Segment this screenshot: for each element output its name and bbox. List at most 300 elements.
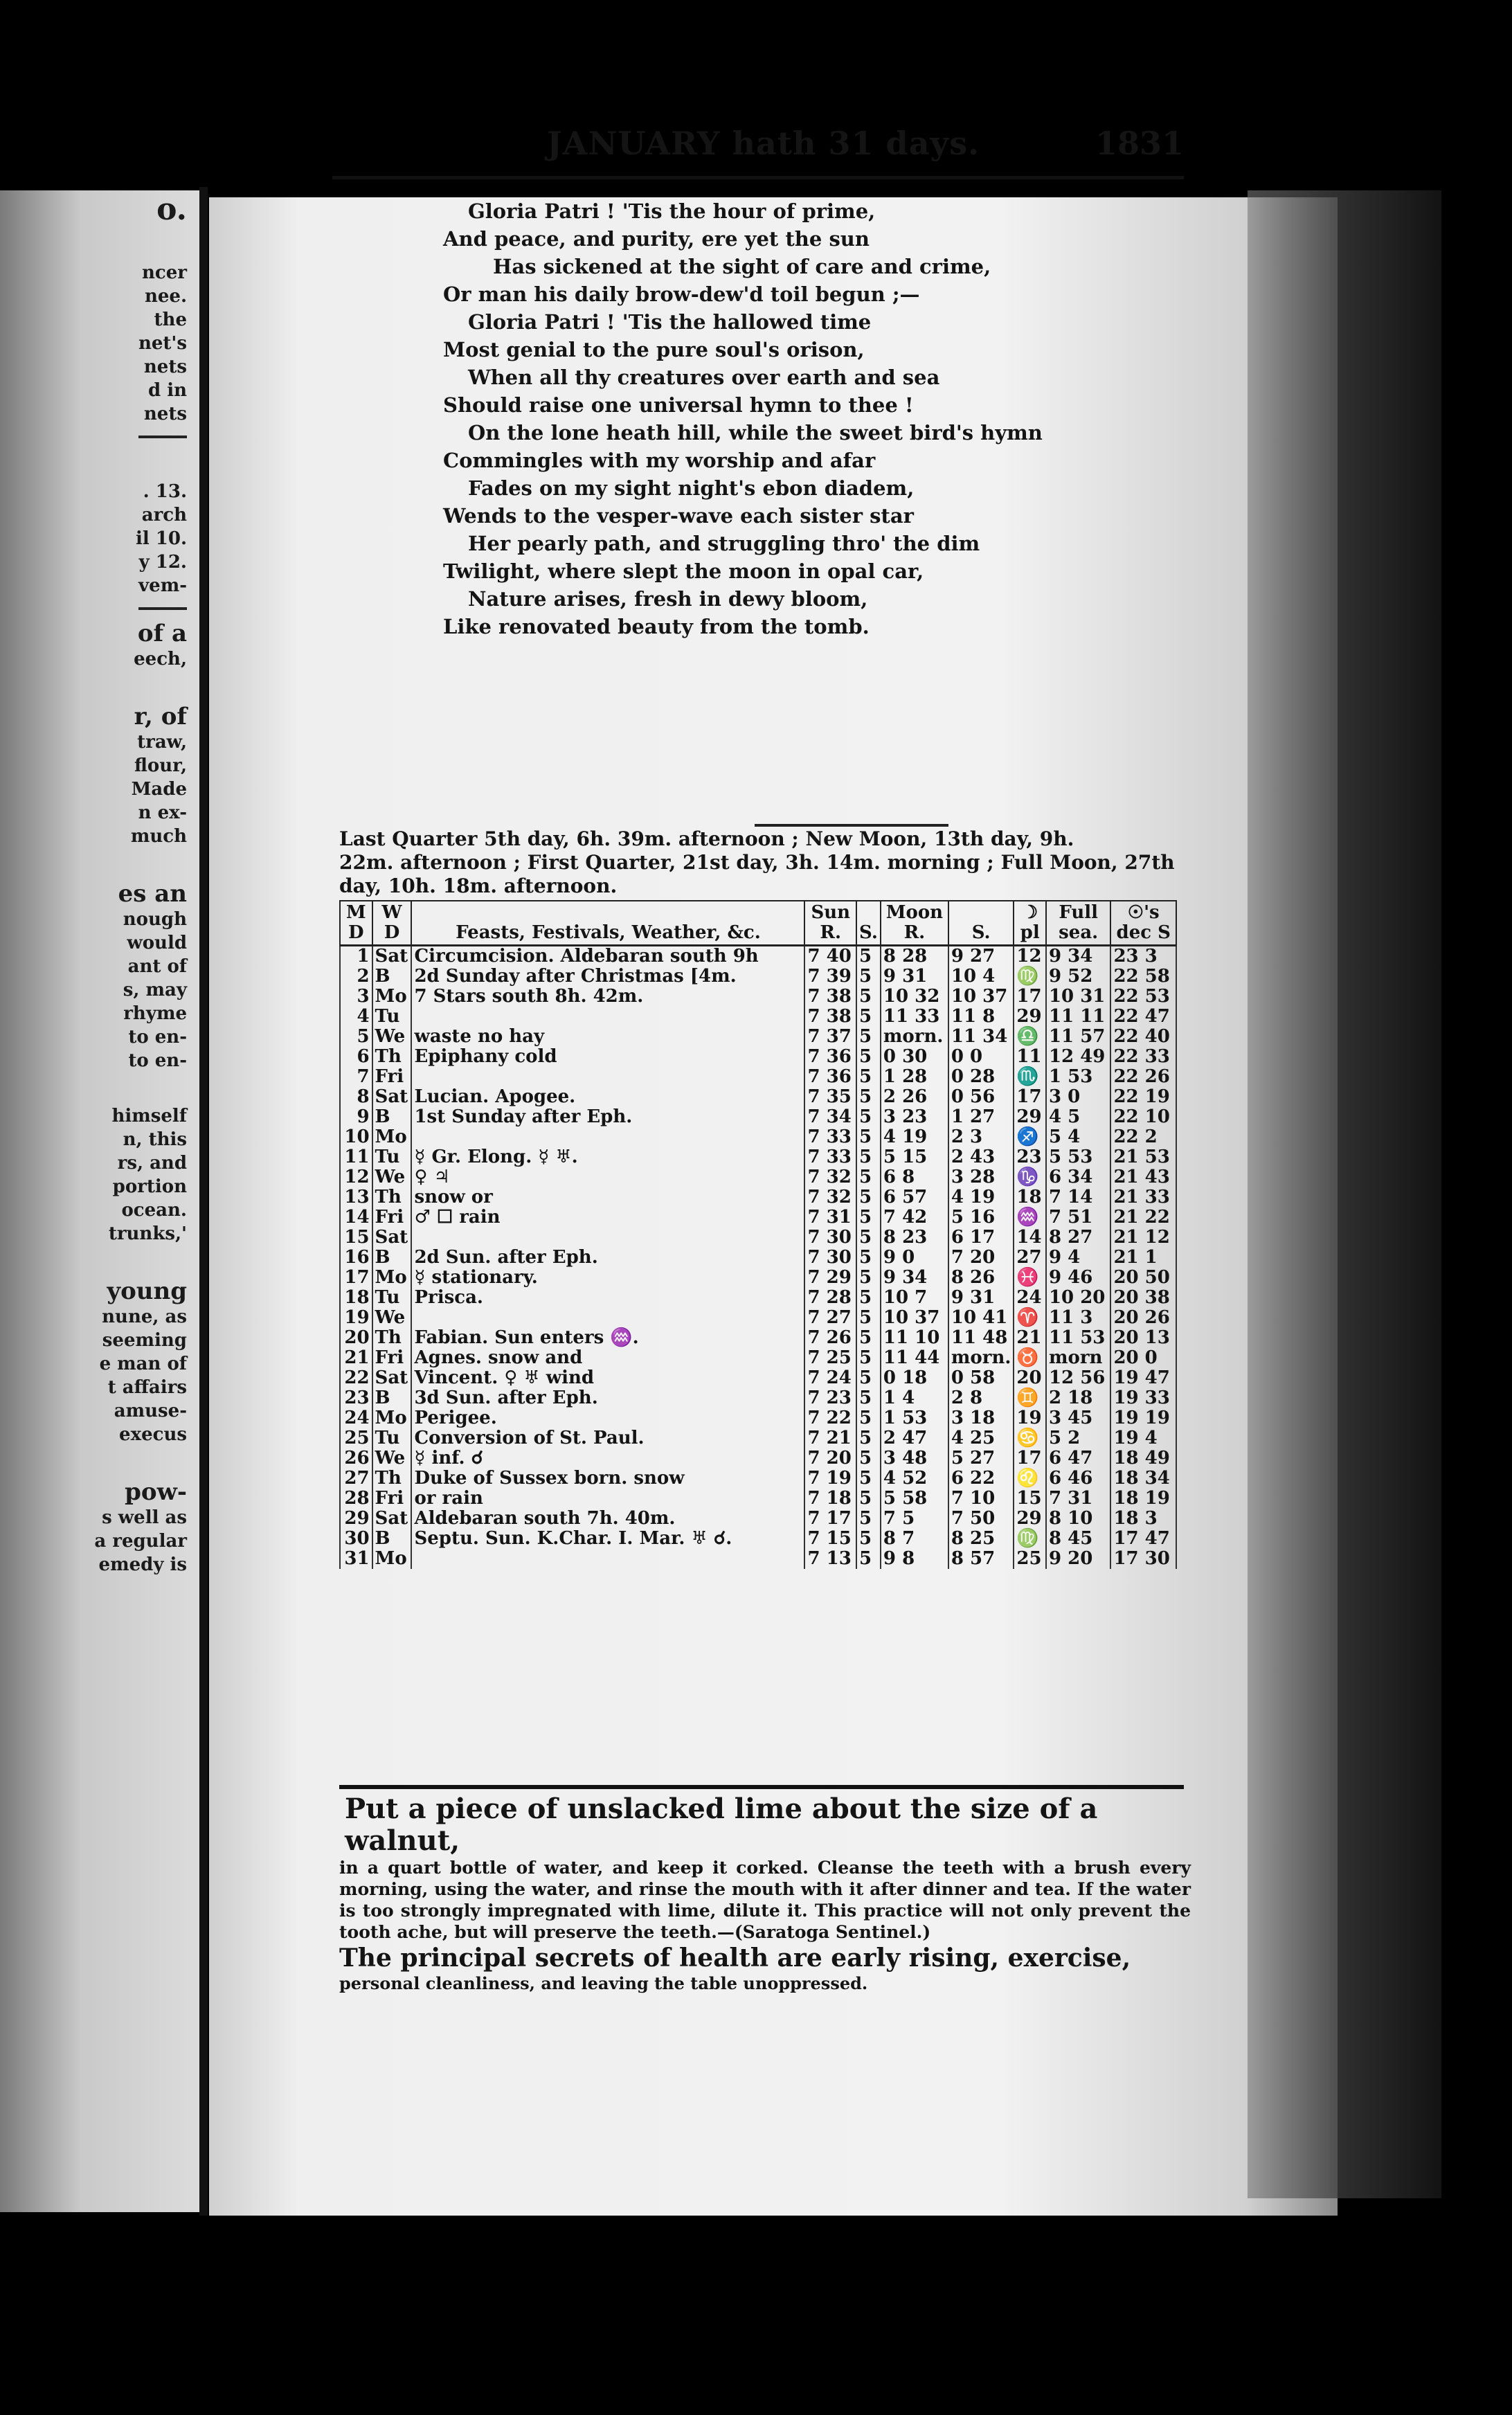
table-cell: Perigee. <box>411 1408 804 1428</box>
table-cell: 18 3 <box>1110 1509 1176 1529</box>
table-cell: 17 47 <box>1110 1529 1176 1549</box>
table-cell: morn. <box>948 1348 1014 1368</box>
table-cell: 5 <box>856 946 881 967</box>
table-row <box>340 1067 1176 1087</box>
table-cell: 5 <box>856 1248 881 1268</box>
poem-line: Wends to the vesper-wave each sister star <box>443 504 914 528</box>
table-cell: 7 40 <box>804 946 856 967</box>
table-cell <box>411 1127 804 1147</box>
left-page-line: portion <box>112 1176 187 1197</box>
table-cell: 5 2 <box>1046 1428 1110 1448</box>
table-cell: 19 33 <box>1110 1388 1176 1408</box>
table-cell: 7 15 <box>804 1529 856 1549</box>
table-cell: 5 <box>856 1228 881 1248</box>
table-cell: 7 38 <box>804 987 856 1007</box>
table-cell: 7 31 <box>1046 1489 1110 1509</box>
table-cell: 20 0 <box>1110 1348 1176 1368</box>
left-page-line: es an <box>118 880 187 908</box>
left-page-line: y 12. <box>138 552 187 573</box>
left-page-line: . 13. <box>143 481 187 502</box>
table-row <box>340 1007 1176 1027</box>
table-cell: 14 <box>1014 1228 1046 1248</box>
table-cell: 3 45 <box>1046 1408 1110 1428</box>
table-row <box>340 1047 1176 1067</box>
page-title: JANUARY hath 31 days. <box>547 125 980 162</box>
table-cell: 9 46 <box>1046 1268 1110 1288</box>
table-cell: 9 34 <box>1046 946 1110 967</box>
table-cell: 28 <box>340 1489 372 1509</box>
table-cell: 2d Sun. after Eph. <box>411 1248 804 1268</box>
left-page-line <box>0 229 187 261</box>
poem-divider <box>755 824 948 827</box>
table-cell: Sat <box>372 1228 412 1248</box>
left-page-line: n, this <box>123 1129 187 1150</box>
left-page-line: nough <box>123 909 187 930</box>
table-cell: 0 28 <box>948 1067 1014 1087</box>
table-cell: 10 41 <box>948 1308 1014 1328</box>
table-cell: 11 3 <box>1046 1308 1110 1328</box>
table-cell: 7 42 <box>881 1208 948 1228</box>
table-cell: 11 <box>340 1147 372 1167</box>
table-cell: 7 38 <box>804 1007 856 1027</box>
table-cell: 9 27 <box>948 946 1014 967</box>
table-cell: 9 8 <box>881 1549 948 1569</box>
table-cell: 7 <box>340 1067 372 1087</box>
table-cell: 7 14 <box>1046 1187 1110 1208</box>
table-cell: 5 <box>856 1428 881 1448</box>
table-cell: Th <box>372 1328 412 1348</box>
table-row <box>340 946 1176 967</box>
table-cell: 29 <box>1014 1107 1046 1127</box>
table-cell: 2 18 <box>1046 1388 1110 1408</box>
table-cell: ♌ <box>1014 1469 1046 1489</box>
left-page-line: nets <box>143 404 187 424</box>
table-cell: 8 23 <box>881 1228 948 1248</box>
table-cell: 10 32 <box>881 987 948 1007</box>
table-cell: 1 53 <box>1046 1067 1110 1087</box>
table-row <box>340 1127 1176 1147</box>
left-page-line: net's <box>138 333 187 354</box>
table-cell: 11 8 <box>948 1007 1014 1027</box>
table-cell: 7 18 <box>804 1489 856 1509</box>
table-cell: 2 26 <box>881 1087 948 1107</box>
table-row <box>340 1268 1176 1288</box>
table-cell: 0 58 <box>948 1368 1014 1388</box>
table-cell: 5 <box>856 1067 881 1087</box>
table-cell: 30 <box>340 1529 372 1549</box>
left-page-line: of a <box>137 620 187 647</box>
table-cell: 21 43 <box>1110 1167 1176 1187</box>
table-cell: 18 19 <box>1110 1489 1176 1509</box>
table-row <box>340 1489 1176 1509</box>
table-cell: ♊ <box>1014 1388 1046 1408</box>
column-header: Feasts, Festivals, Weather, &c. <box>411 901 804 946</box>
table-cell: Tu <box>372 1007 412 1027</box>
table-cell: 10 <box>340 1127 372 1147</box>
table-cell: 11 44 <box>881 1348 948 1368</box>
left-page-line: ncer <box>142 262 187 283</box>
table-cell: 1 27 <box>948 1107 1014 1127</box>
left-page-line: ocean. <box>121 1200 187 1221</box>
table-cell: 5 <box>856 1268 881 1288</box>
table-cell: 0 56 <box>948 1087 1014 1107</box>
table-cell: 20 <box>340 1328 372 1348</box>
table-cell: 9 31 <box>948 1288 1014 1308</box>
table-cell: 5 4 <box>1046 1127 1110 1147</box>
table-cell: 7 32 <box>804 1187 856 1208</box>
table-cell: 17 30 <box>1110 1549 1176 1569</box>
table-cell: 10 7 <box>881 1288 948 1308</box>
table-row <box>340 1087 1176 1107</box>
table-cell <box>411 1308 804 1328</box>
table-cell: 4 5 <box>1046 1107 1110 1127</box>
table-cell: 11 <box>1014 1047 1046 1067</box>
table-cell: 19 <box>1014 1408 1046 1428</box>
left-page-line: nets <box>143 357 187 377</box>
table-cell: 5 <box>856 987 881 1007</box>
table-cell: Tu <box>372 1288 412 1308</box>
table-cell: 20 26 <box>1110 1308 1176 1328</box>
left-page-line: amuse- <box>114 1401 187 1421</box>
table-cell: 4 52 <box>881 1469 948 1489</box>
table-cell: 31 <box>340 1549 372 1569</box>
table-cell: 21 33 <box>1110 1187 1176 1208</box>
table-cell: 5 <box>856 1408 881 1428</box>
calendar-header-row <box>340 901 1176 946</box>
table-cell: 22 40 <box>1110 1027 1176 1047</box>
book-gutter <box>199 187 208 2216</box>
left-page-line <box>0 848 187 880</box>
table-cell: 8 27 <box>1046 1228 1110 1248</box>
table-cell: 25 <box>1014 1549 1046 1569</box>
table-row <box>340 1027 1176 1047</box>
table-cell: 9 4 <box>1046 1248 1110 1268</box>
left-page-line: execus <box>119 1424 187 1445</box>
table-cell: ♐ <box>1014 1127 1046 1147</box>
column-header: Sun R. <box>804 901 856 946</box>
table-row <box>340 1308 1176 1328</box>
table-cell: 5 <box>856 1047 881 1067</box>
left-page-line: il 10. <box>135 528 187 549</box>
table-cell: 22 26 <box>1110 1067 1176 1087</box>
table-cell: 11 53 <box>1046 1328 1110 1348</box>
table-row <box>340 1388 1176 1408</box>
table-cell: Mo <box>372 1127 412 1147</box>
table-cell: 5 16 <box>948 1208 1014 1228</box>
table-cell: 5 <box>856 967 881 987</box>
left-page-line: d in <box>147 380 187 401</box>
table-cell: ☿ stationary. <box>411 1268 804 1288</box>
lime-note-heading: Put a piece of unslacked lime about the size of a walnut, <box>345 1793 1098 1857</box>
table-cell: waste no hay <box>411 1027 804 1047</box>
table-cell: Sat <box>372 1509 412 1529</box>
table-cell: 17 <box>1014 987 1046 1007</box>
table-cell: 7 29 <box>804 1268 856 1288</box>
table-cell: Conversion of St. Paul. <box>411 1428 804 1448</box>
table-cell: 11 57 <box>1046 1027 1110 1047</box>
column-header: ☉'s dec S <box>1110 901 1176 946</box>
table-cell: 7 23 <box>804 1388 856 1408</box>
table-cell: 7 5 <box>881 1509 948 1529</box>
table-cell: 7 22 <box>804 1408 856 1428</box>
table-cell: 7 35 <box>804 1087 856 1107</box>
table-cell: 5 58 <box>881 1489 948 1509</box>
table-cell: 5 <box>856 1368 881 1388</box>
column-header: Moon R. <box>881 901 948 946</box>
table-cell: 7 10 <box>948 1489 1014 1509</box>
table-cell: Septu. Sun. K.Char. I. Mar. ♅ ☌. <box>411 1529 804 1549</box>
table-cell: 18 <box>1014 1187 1046 1208</box>
table-cell: 7 17 <box>804 1509 856 1529</box>
table-cell: 2 8 <box>948 1388 1014 1408</box>
left-page-line: t affairs <box>107 1377 187 1398</box>
table-cell: 11 33 <box>881 1007 948 1027</box>
table-cell: Sat <box>372 1087 412 1107</box>
health-note-heading: The principal secrets of health are early rising, exercise, <box>339 1943 1131 1973</box>
left-page-line: himself <box>111 1106 187 1126</box>
table-cell: 11 48 <box>948 1328 1014 1348</box>
left-page-line: nee. <box>144 286 187 307</box>
table-cell: Mo <box>372 1549 412 1569</box>
table-row <box>340 1348 1176 1368</box>
table-cell: 7 13 <box>804 1549 856 1569</box>
table-cell: Th <box>372 1187 412 1208</box>
table-cell: 3 48 <box>881 1448 948 1469</box>
table-row <box>340 1248 1176 1268</box>
table-cell: 17 <box>1014 1448 1046 1469</box>
page-edge-shadow <box>1248 190 1441 2198</box>
table-cell: 5 <box>856 1549 881 1569</box>
table-cell: 21 53 <box>1110 1147 1176 1167</box>
table-cell: Fri <box>372 1489 412 1509</box>
poem-line: Gloria Patri ! 'Tis the hallowed time <box>468 310 872 334</box>
left-page-line <box>0 1072 187 1104</box>
table-cell: 1 28 <box>881 1067 948 1087</box>
table-cell: Vincent. ♀ ♅ wind <box>411 1368 804 1388</box>
table-row <box>340 1408 1176 1428</box>
table-cell <box>411 1549 804 1569</box>
table-row <box>340 1187 1176 1208</box>
column-header: Full sea. <box>1046 901 1110 946</box>
table-cell: 29 <box>1014 1007 1046 1027</box>
left-page-line: o. <box>156 192 187 227</box>
table-cell: 4 25 <box>948 1428 1014 1448</box>
table-cell: Epiphany cold <box>411 1047 804 1067</box>
table-cell: or rain <box>411 1489 804 1509</box>
table-cell: 27 <box>1014 1248 1046 1268</box>
table-cell: 4 <box>340 1007 372 1027</box>
table-cell: 16 <box>340 1248 372 1268</box>
table-cell: 8 25 <box>948 1529 1014 1549</box>
left-page-line: Made <box>131 779 187 800</box>
table-cell: 18 34 <box>1110 1469 1176 1489</box>
table-cell: 5 <box>856 1288 881 1308</box>
table-cell: We <box>372 1167 412 1187</box>
table-cell: morn. <box>881 1027 948 1047</box>
moon-phases <box>339 827 1175 898</box>
table-cell: 19 19 <box>1110 1408 1176 1428</box>
table-cell: 17 <box>340 1268 372 1288</box>
table-cell <box>411 1228 804 1248</box>
table-cell: ☿ inf. ☌ <box>411 1448 804 1469</box>
table-cell: 24 <box>340 1408 372 1428</box>
table-cell: Th <box>372 1047 412 1067</box>
left-page-line <box>0 1446 187 1478</box>
table-cell: ♂ ☐ rain <box>411 1208 804 1228</box>
table-cell: 29 <box>340 1509 372 1529</box>
table-cell: Sat <box>372 946 412 967</box>
table-cell: snow or <box>411 1187 804 1208</box>
table-cell: 12 49 <box>1046 1047 1110 1067</box>
table-cell: 4 19 <box>881 1127 948 1147</box>
table-cell: 10 37 <box>948 987 1014 1007</box>
table-cell: 11 11 <box>1046 1007 1110 1027</box>
left-page-line: trunks,' <box>108 1223 187 1244</box>
table-cell: 3 <box>340 987 372 1007</box>
table-cell: 3d Sun. after Eph. <box>411 1388 804 1408</box>
table-cell: 3 0 <box>1046 1087 1110 1107</box>
table-cell: 3 18 <box>948 1408 1014 1428</box>
table-cell: ♋ <box>1014 1428 1046 1448</box>
table-cell: 6 8 <box>881 1167 948 1187</box>
table-cell: 7 30 <box>804 1248 856 1268</box>
column-header: W D <box>372 901 412 946</box>
poem-line: And peace, and purity, ere yet the sun <box>443 227 870 251</box>
table-cell: 18 49 <box>1110 1448 1176 1469</box>
table-cell: 9 31 <box>881 967 948 987</box>
left-page-line: to en- <box>128 1050 187 1071</box>
table-cell: 22 19 <box>1110 1087 1176 1107</box>
poem <box>443 197 1108 640</box>
left-page-line: r, of <box>134 703 187 730</box>
moon-phase-line: 22m. afternoon ; First Quarter, 21st day, 3h. 14m. morning ; Full Moon, 27th <box>339 851 1175 874</box>
column-header: S. <box>856 901 881 946</box>
table-cell: 11 10 <box>881 1328 948 1348</box>
table-cell: 1 <box>340 946 372 967</box>
table-cell: ♒ <box>1014 1208 1046 1228</box>
table-cell: Fri <box>372 1067 412 1087</box>
table-cell: 10 20 <box>1046 1288 1110 1308</box>
left-page-rule <box>138 436 187 438</box>
left-page-line: traw, <box>137 732 187 753</box>
table-cell: ♎ <box>1014 1027 1046 1047</box>
left-page-line: s well as <box>102 1507 187 1528</box>
table-cell: 12 56 <box>1046 1368 1110 1388</box>
notes <box>339 1793 1191 1994</box>
table-row <box>340 1368 1176 1388</box>
table-cell: 11 34 <box>948 1027 1014 1047</box>
table-cell: 6 <box>340 1047 372 1067</box>
table-cell: 7 30 <box>804 1228 856 1248</box>
table-cell: 21 1 <box>1110 1248 1176 1268</box>
table-cell: 0 18 <box>881 1368 948 1388</box>
table-cell: 5 15 <box>881 1147 948 1167</box>
table-cell: 7 39 <box>804 967 856 987</box>
table-row <box>340 1147 1176 1167</box>
table-cell: Duke of Sussex born. snow <box>411 1469 804 1489</box>
left-page-line: seeming <box>102 1330 187 1351</box>
table-cell: We <box>372 1308 412 1328</box>
table-cell: 6 22 <box>948 1469 1014 1489</box>
table-cell: B <box>372 1248 412 1268</box>
table-cell: 22 <box>340 1368 372 1388</box>
left-page-line: arch <box>141 505 187 526</box>
table-cell: 9 <box>340 1107 372 1127</box>
poem-line: Gloria Patri ! 'Tis the hour of prime, <box>468 199 876 223</box>
table-cell: 20 38 <box>1110 1288 1176 1308</box>
left-page-line: young <box>107 1277 187 1305</box>
table-cell: 8 <box>340 1087 372 1107</box>
table-cell: 5 <box>856 1348 881 1368</box>
table-row <box>340 1549 1176 1569</box>
table-row <box>340 1107 1176 1127</box>
poem-line: Should raise one universal hymn to thee ! <box>443 393 914 417</box>
calendar-body <box>340 946 1176 1570</box>
table-cell: 20 <box>1014 1368 1046 1388</box>
column-header: ☽ pl <box>1014 901 1046 946</box>
table-cell: 19 47 <box>1110 1368 1176 1388</box>
header-rule <box>332 176 1184 179</box>
table-cell: 1st Sunday after Eph. <box>411 1107 804 1127</box>
table-cell: 7 50 <box>948 1509 1014 1529</box>
table-cell: 9 34 <box>881 1268 948 1288</box>
table-cell: B <box>372 1529 412 1549</box>
table-cell: 6 46 <box>1046 1469 1110 1489</box>
table-cell: B <box>372 967 412 987</box>
poem-line: Has sickened at the sight of care and crime, <box>493 255 991 278</box>
left-page-line: would <box>127 933 187 953</box>
table-cell: 20 13 <box>1110 1328 1176 1348</box>
left-page-line: nune, as <box>102 1307 187 1327</box>
table-cell: 7 Stars south 8h. 42m. <box>411 987 804 1007</box>
table-cell: 3 28 <box>948 1167 1014 1187</box>
table-cell: ♓ <box>1014 1268 1046 1288</box>
table-cell: ☿ Gr. Elong. ☿ ♅. <box>411 1147 804 1167</box>
left-page-line: a regular <box>94 1531 187 1552</box>
table-cell: ♉ <box>1014 1348 1046 1368</box>
table-cell: 6 57 <box>881 1187 948 1208</box>
table-cell: Mo <box>372 987 412 1007</box>
left-page-line: eech, <box>134 649 187 670</box>
table-cell: 10 31 <box>1046 987 1110 1007</box>
table-cell: Aldebaran south 7h. 40m. <box>411 1509 804 1529</box>
table-row <box>340 1469 1176 1489</box>
table-cell: 5 <box>856 1529 881 1549</box>
table-cell: 10 4 <box>948 967 1014 987</box>
table-cell: 3 23 <box>881 1107 948 1127</box>
table-cell: 18 <box>340 1288 372 1308</box>
table-cell: Circumcision. Aldebaran south 9h <box>411 946 804 967</box>
table-cell: 7 24 <box>804 1368 856 1388</box>
poem-line: When all thy creatures over earth and sea <box>468 366 940 389</box>
table-cell: 7 20 <box>804 1448 856 1469</box>
notes-divider <box>339 1785 1184 1789</box>
table-cell: 10 37 <box>881 1308 948 1328</box>
left-page-line: e man of <box>99 1354 187 1374</box>
left-page-line: the <box>154 309 187 330</box>
table-cell: 5 <box>856 1007 881 1027</box>
left-page-line: rhyme <box>123 1003 187 1024</box>
table-cell: Fri <box>372 1348 412 1368</box>
table-cell: 9 0 <box>881 1248 948 1268</box>
table-cell: 2d Sunday after Christmas [4m. <box>411 967 804 987</box>
table-cell: 5 <box>856 1167 881 1187</box>
left-page-line: n ex- <box>138 802 187 823</box>
calendar-header <box>340 901 1176 946</box>
table-cell: 25 <box>340 1428 372 1448</box>
table-cell: 7 36 <box>804 1047 856 1067</box>
left-page-line: much <box>130 826 187 847</box>
